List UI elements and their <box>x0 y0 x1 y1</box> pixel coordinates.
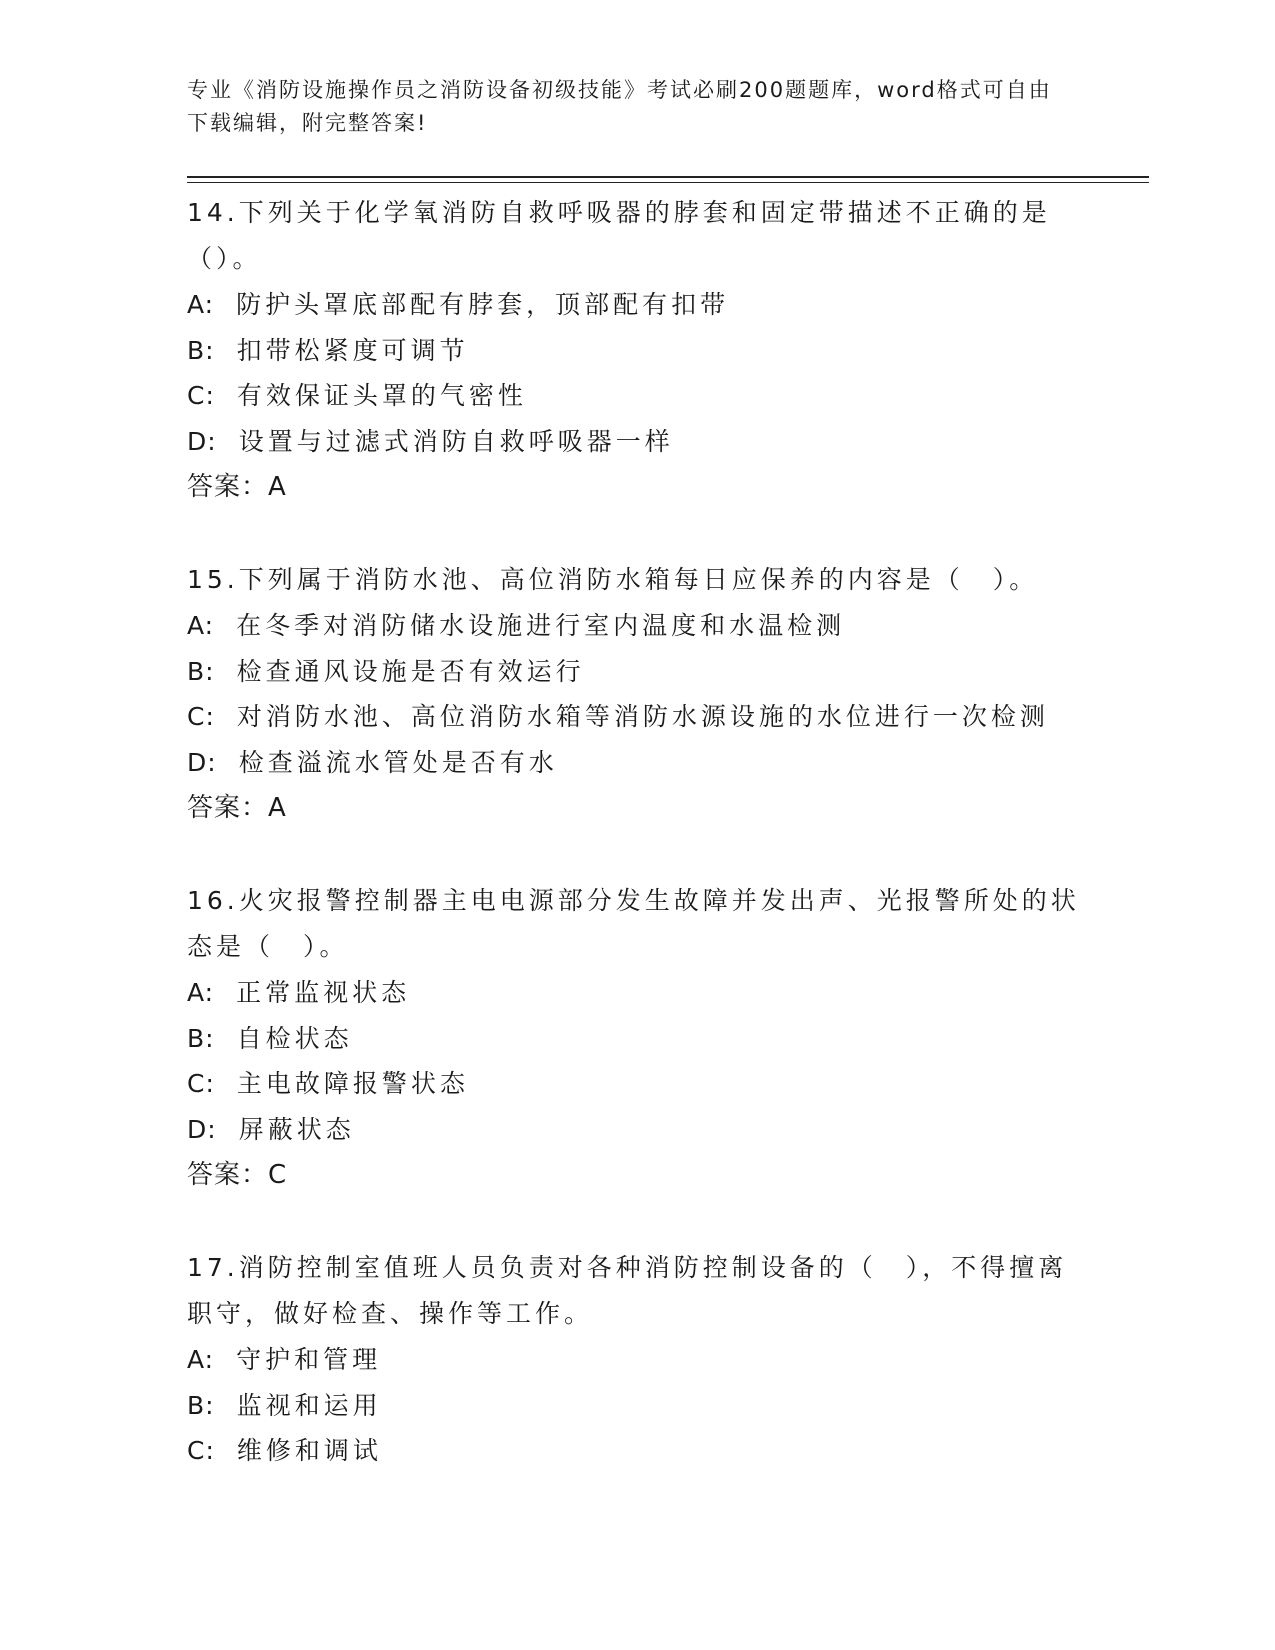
answer-line: 答案：C <box>187 1160 288 1190</box>
option-c <box>187 373 1087 419</box>
option-letter: D: <box>187 426 217 456</box>
option-letter: B: <box>187 1390 215 1420</box>
option-d <box>187 740 1087 786</box>
option-text: 扣带松紧度可调节 <box>236 335 469 365</box>
question-item <box>187 557 1087 831</box>
question-list <box>187 190 1087 1521</box>
option-d <box>187 1107 1087 1153</box>
option-letter: B: <box>187 656 215 686</box>
option-text: 防护头罩底部配有脖套，顶部配有扣带 <box>236 290 730 319</box>
option-text: 守护和管理 <box>236 1345 382 1374</box>
option-text: 有效保证头罩的气密性 <box>236 381 527 410</box>
option-text: 正常监视状态 <box>236 978 411 1007</box>
answer-line: 答案：A <box>187 472 287 502</box>
document-header: 专业《消防设施操作员之消防设备初级技能》考试必刷200题题库，word格式可自由下载编辑，附完整答案! <box>187 78 1052 135</box>
option-letter: B: <box>187 335 215 365</box>
header-divider-thin <box>187 182 1149 183</box>
option-letter: A: <box>187 611 215 640</box>
option-c <box>187 694 1087 740</box>
option-letter: C: <box>187 702 215 731</box>
question-stem: 14.下列关于化学氧消防自救呼吸器的脖套和固定带描述不正确的是（）。 <box>187 198 1051 273</box>
option-letter: C: <box>187 381 215 410</box>
option-text: 设置与过滤式消防自救呼吸器一样 <box>238 426 674 456</box>
question-item <box>187 190 1087 510</box>
option-b <box>187 1016 1087 1062</box>
option-b <box>187 1383 1087 1429</box>
option-letter: D: <box>187 1114 217 1144</box>
option-c <box>187 1428 1087 1474</box>
option-letter: D: <box>187 747 217 777</box>
option-c <box>187 1061 1087 1107</box>
option-a <box>187 282 1087 328</box>
question-item <box>187 1245 1087 1474</box>
option-text: 主电故障报警状态 <box>236 1069 469 1098</box>
option-a <box>187 603 1087 649</box>
option-letter: B: <box>187 1023 215 1053</box>
option-letter: A: <box>187 978 215 1007</box>
option-letter: C: <box>187 1436 215 1465</box>
option-d <box>187 419 1087 465</box>
option-b <box>187 328 1087 374</box>
option-text: 在冬季对消防储水设施进行室内温度和水温检测 <box>236 611 846 640</box>
option-text: 屏蔽状态 <box>238 1114 355 1144</box>
option-text: 自检状态 <box>236 1023 353 1053</box>
option-text: 对消防水池、高位消防水箱等消防水源设施的水位进行一次检测 <box>236 702 1049 731</box>
question-stem: 15.下列属于消防水池、高位消防水箱每日应保养的内容是（ ）。 <box>187 565 1039 594</box>
answer-line: 答案：A <box>187 793 287 823</box>
option-letter: A: <box>187 290 215 319</box>
header-divider <box>187 176 1149 178</box>
question-item <box>187 878 1087 1198</box>
option-letter: C: <box>187 1069 215 1098</box>
option-text: 维修和调试 <box>236 1436 382 1465</box>
option-text: 检查溢流水管处是否有水 <box>238 747 558 777</box>
option-text: 检查通风设施是否有效运行 <box>236 656 585 686</box>
option-letter: A: <box>187 1345 215 1374</box>
question-stem: 16.火灾报警控制器主电电源部分发生故障并发出声、光报警所处的状态是（ ）。 <box>187 886 1080 961</box>
option-b <box>187 649 1087 695</box>
question-stem: 17.消防控制室值班人员负责对各种消防控制设备的（ ），不得擅离职守，做好检查、操作等工作。 <box>187 1253 1068 1328</box>
option-a <box>187 1337 1087 1383</box>
option-text: 监视和运用 <box>236 1390 382 1420</box>
option-a <box>187 970 1087 1016</box>
